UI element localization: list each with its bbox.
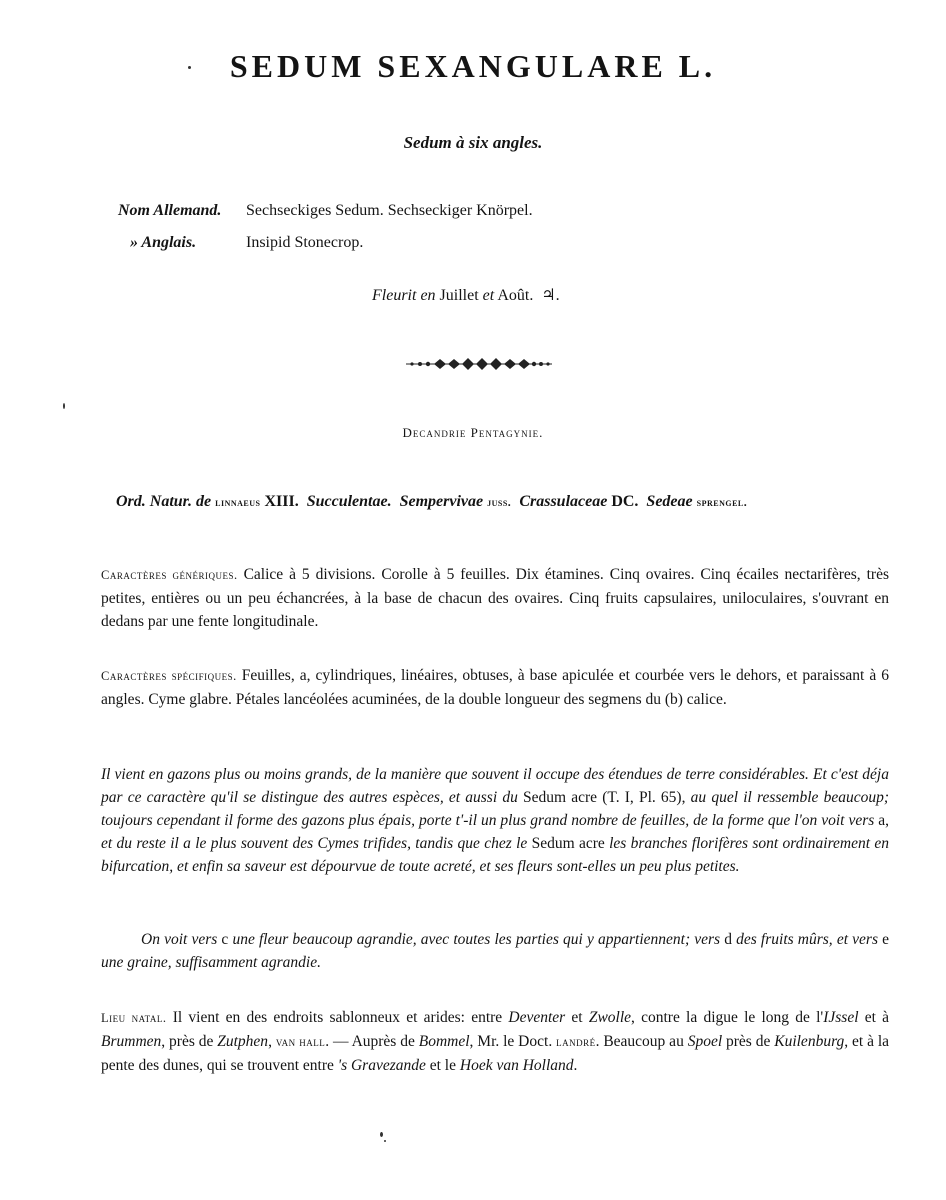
habitat-t13: .	[573, 1057, 578, 1074]
habitat-t6: ,	[268, 1033, 276, 1050]
habitat-t2: et	[565, 1009, 589, 1026]
print-speck	[380, 1132, 383, 1137]
ornament-divider	[404, 356, 554, 372]
order-number: XIII.	[264, 493, 299, 510]
figure-ref-c: c	[217, 931, 229, 948]
specific-characters	[101, 664, 889, 711]
figures-part-4: une graine, suffisamment agrandie.	[101, 954, 321, 971]
flowering-month-1: Juillet	[439, 287, 479, 304]
german-name-value: Sechseckiges Sedum. Sechseckiger Knörpel.	[246, 202, 533, 219]
figure-ref-a: a,	[874, 812, 889, 829]
figures-part-1: On voit vers	[141, 931, 218, 948]
order-crassulaceae: Crassulaceae	[519, 493, 608, 510]
description-paragraph	[101, 763, 889, 878]
order-sempervivae: Sempervivae	[399, 493, 484, 510]
natural-order-line	[116, 493, 747, 511]
habitat-t10: près de	[722, 1033, 775, 1050]
place-spoel: Spoel	[687, 1033, 723, 1050]
place-gravezande: 's Gravezande	[337, 1057, 426, 1074]
flowering-month-2: Août.	[497, 287, 534, 304]
habitat-t1: Il vient en des endroits sablonneux et arides: entre	[166, 1009, 509, 1026]
order-linnaeus: linnaeus	[215, 495, 261, 509]
place-ijssel: IJssel	[823, 1009, 859, 1026]
english-name-value: Insipid Stonecrop.	[246, 234, 364, 251]
generic-characters-label: Caractères génériques.	[101, 568, 238, 582]
order-sedeae: Sedeae	[646, 493, 693, 510]
page-subtitle: Sedum à six angles.	[403, 133, 543, 152]
figure-ref-e: e	[877, 931, 890, 948]
habitat-t12: et le	[425, 1057, 460, 1074]
habitat-t11: , et à la pente des dunes, qui se trouvent entre	[101, 1033, 890, 1074]
sedum-acre-ref-2: Sedum acre	[527, 835, 605, 852]
print-speck	[63, 403, 65, 409]
german-name-label: Nom Allemand.	[118, 202, 222, 219]
place-bommel: Bommel	[418, 1033, 470, 1050]
flowering-en: en	[420, 287, 436, 304]
generic-characters	[101, 563, 889, 633]
figures-paragraph	[101, 928, 889, 974]
description-part-3: et du reste il a le plus souvent des Cymes trifides, tandis que chez le	[101, 835, 528, 852]
description-part-2: au quel il ressemble beaucoup; toujours cependant il forme des gazons plus épais, porte t'-il un plus grand nombre de feuilles, de la forme que l'on voit vers	[101, 789, 889, 829]
figures-part-3: des fruits mûrs, et vers	[731, 931, 878, 948]
specific-characters-label: Caractères spécifiques.	[101, 669, 237, 683]
figure-ref-d: d	[720, 931, 732, 948]
linnaean-class: Decandrie Pentagynie.	[402, 425, 544, 440]
flowering-lead: Fleurit	[372, 287, 417, 304]
habitat-t7: . — Auprès de	[325, 1033, 419, 1050]
flowering-line	[372, 285, 560, 305]
habitat-t5: , près de	[161, 1033, 218, 1050]
habitat-paragraph	[101, 1006, 889, 1077]
place-deventer: Deventer	[508, 1009, 566, 1026]
habitat-t8: , Mr. le Doct.	[469, 1033, 557, 1050]
order-juss: juss.	[487, 495, 512, 509]
author-landre: landré	[556, 1035, 596, 1049]
author-van-hall: van hall	[275, 1035, 326, 1049]
description-part-4: les branches florifères sont ordinairement en bifurcation, et enfin sa saveur est dépourvue de toute acreté, et ses fleurs sont-elles un peu plus petites.	[101, 835, 889, 875]
place-zwolle: Zwolle	[588, 1009, 632, 1026]
place-brummen: Brummen	[101, 1033, 162, 1050]
order-lead: Ord. Natur. de	[116, 493, 212, 510]
english-name-label: » Anglais.	[130, 234, 197, 251]
german-name-row	[118, 202, 533, 234]
habitat-t3: , contre la digue le long de l'	[631, 1009, 824, 1026]
place-hoek-van-holland: Hoek van Holland	[459, 1057, 574, 1074]
habitat-t9: . Beaucoup au	[595, 1033, 688, 1050]
generic-characters-text: Calice à 5 divisions. Corolle à 5 feuilles. Dix étamines. Cinq ovaires. Cinq écailes nectarifères, très petites, entières ou un peu échancrées, à la base de chacun des ovaires. Cinq fruits capsulaires, uniloculaires, s'ouvrant en dedans par une fente longitudinale.	[101, 566, 889, 630]
english-name-row	[118, 234, 533, 266]
figures-part-2: une fleur beaucoup agrandie, avec toutes les parties qui y appartiennent; vers	[228, 931, 721, 948]
habitat-t4: et à	[858, 1009, 890, 1026]
flowering-et: et	[482, 287, 495, 304]
perennial-symbol: ♃.	[541, 287, 560, 304]
print-speck	[188, 66, 191, 69]
place-kuilenburg: Kuilenburg	[774, 1033, 845, 1050]
order-succulentae: Succulentae.	[306, 493, 392, 510]
common-names	[118, 202, 533, 266]
order-dc: DC.	[611, 493, 639, 510]
order-sprengel: sprengel.	[696, 495, 748, 509]
specific-characters-text: Feuilles, a, cylindriques, linéaires, obtuses, à base apiculée et courbée vers le dehors, et paraissant à 6 angles. Cyme glabre. Pétales lancéolées acuminées, de la double longueur des segmens du (b) calice.	[101, 667, 889, 708]
page-title: SEDUM SEXANGULARE L.	[229, 48, 717, 84]
description-part-1: Il vient en gazons plus ou moins grands, de la manière que souvent il occupe des étendues de terre considérables. Et c'est déja par ce caractère qu'il se distingue des autres espèces, et aussi du	[101, 766, 889, 806]
habitat-label: Lieu natal.	[101, 1011, 167, 1025]
place-zutphen: Zutphen	[217, 1033, 269, 1050]
sedum-acre-ref-1: Sedum acre (T. I, Pl. 65),	[517, 789, 686, 806]
print-speck	[384, 1140, 386, 1142]
